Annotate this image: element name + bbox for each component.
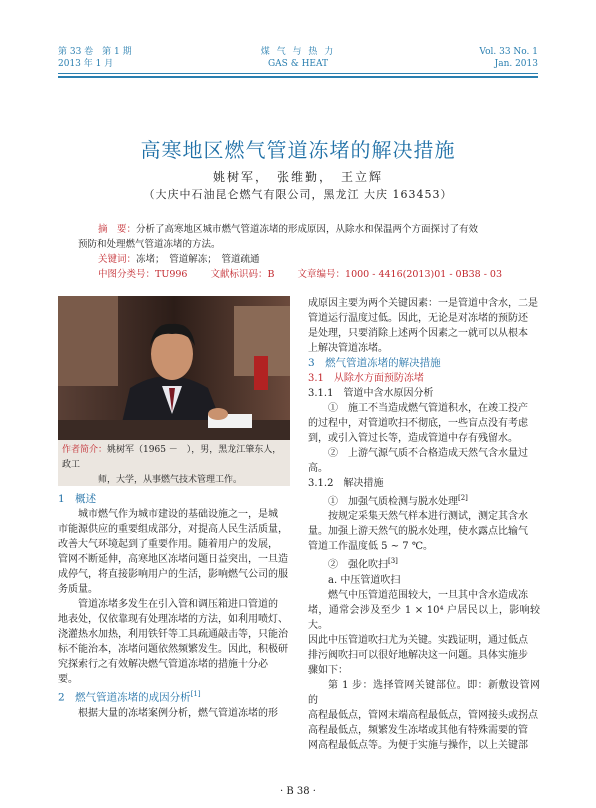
author-bio-label: 作者简介：	[62, 445, 108, 455]
clc-number: 中图分类号：TU996	[98, 269, 188, 280]
left-column	[58, 492, 290, 721]
journal-name: 煤 气 与 热 力 GAS & HEAT	[260, 47, 336, 69]
abstract-text-cont: 预防和处理燃气管道冻堵的方法。	[78, 239, 221, 250]
keywords-label: 关键词：	[98, 254, 137, 265]
author-bio-caption	[58, 440, 290, 486]
paragraph: 按规定采集天然气样本进行测试，测定其含水	[328, 511, 528, 523]
authors: 姚树军， 张维勤， 王立辉	[212, 170, 383, 184]
paragraph-line: 到，或引入管过长等，造成管道中存有残留水。	[308, 433, 518, 444]
author-bio-text: 姚树军（1965 － ），男，黑龙江肇东人，政工	[62, 445, 282, 470]
right-column	[308, 296, 540, 753]
header-rule	[58, 73, 538, 74]
document-code: 文献标识码：B	[210, 269, 275, 280]
paragraph-line: 上解决管道冻堵。	[308, 343, 388, 354]
section-3-heading: 3 燃气管道冻堵的解决措施	[308, 357, 441, 369]
journal-issue: Vol. 33 No. 1 Jan. 2013	[479, 47, 538, 69]
measure-1: ① 加强气质检测与脱水处理[2]	[328, 494, 468, 508]
paragraph: ① 施工不当造成燃气管道积水，在竣工投产	[328, 403, 528, 414]
paragraph-line: 网高程最低点等。为便于实施与操作，以上关键部	[308, 739, 528, 751]
article-number: 文章编号：1000 - 4416(2013)01 - 0B38 - 03	[297, 269, 503, 280]
paragraph-line: 管道工作温度低 5 ~ 7 ℃。	[308, 541, 434, 553]
author-bio-text-cont: 师，大学，从事燃气技术管理工作。	[98, 475, 243, 485]
paragraph-line: 管道运行温度过低。因此，无论是对冻堵的预防还	[308, 313, 528, 324]
paragraph-line: 地表处，仅依靠现有处理冻堵的方法，如利用喷灯、	[58, 614, 288, 625]
paragraph-line: 高程最低点，管网末端高程最低点，管网接头或拐点	[308, 709, 538, 721]
article-title: 高寒地区燃气管道冻堵的解决措施	[140, 138, 456, 162]
paragraph: 燃气中压管道范围较大，一旦其中含水造成冻	[328, 589, 528, 601]
paragraph-line: 要。	[58, 674, 78, 685]
author-photo	[58, 296, 290, 440]
affiliation: （大庆中石油昆仑燃气有限公司，黑龙江 大庆 163453）	[143, 188, 453, 201]
paragraph: ② 上游气源气质不合格造成天然气含水量过	[328, 448, 528, 459]
paragraph: 根据大量的冻堵案例分析，燃气管道冻堵的形	[78, 707, 278, 719]
paragraph-line: 因此中压管道吹扫尤为关键。实践证明，通过低点	[308, 634, 528, 646]
paragraph-line: 排污阀吹扫可以很好地解决这一问题。具体实施步	[308, 649, 528, 661]
abstract-text: 分析了高寒地区城市燃气管道冻堵的形成原因，从除水和保温两个方面探讨了有效	[136, 224, 479, 235]
journal-volume: 第 33 卷 第 1 期 2013 年 1 月	[58, 47, 132, 69]
classification-line	[98, 266, 538, 280]
abstract-label: 摘 要：	[98, 224, 137, 235]
paragraph-line: 务质量。	[58, 584, 98, 595]
citation-ref[interactable]: [2]	[458, 494, 468, 502]
paragraph-line: 的过程中，对管道吹扫不彻底，一些盲点没有考虑	[308, 418, 528, 429]
citation-ref[interactable]: [3]	[388, 557, 398, 566]
citation-ref[interactable]: [1]	[190, 690, 201, 698]
section-3-1-heading: 3.1 从除水方面预防冻堵	[308, 373, 424, 384]
header-rule-2	[58, 76, 538, 78]
measure-2: ② 强化吹扫[3]	[328, 557, 398, 571]
paragraph-line: 是处理，只要消除上述两个因素之一就可以从根本	[308, 328, 528, 339]
paragraph-line: 标不能治本，冻堵问题依然频繁发生。因此，积极研	[58, 644, 288, 655]
section-1-heading: 1 概述	[58, 493, 97, 505]
paragraph-line: 改善大气环境起到了重要作用。随着用户的发展，	[58, 539, 278, 550]
section-3-1-1-heading: 3.1.1 管道中含水原因分析	[308, 388, 434, 399]
section-3-1-2-heading: 3.1.2 解决措施	[308, 478, 384, 489]
paragraph-line: 高。	[308, 463, 328, 474]
paragraph-line: 成原因主要为两个关键因素：一是管道中含水，二是	[308, 298, 538, 309]
paragraph-line: 堵，通常会涉及至少 1 × 10⁴ 户居民以上，影响较大。	[308, 604, 540, 631]
paragraph-line: 高程最低点，频繁发生冻堵或其他有特殊需要的管	[308, 724, 528, 736]
paragraph: 城市燃气作为城市建设的基础设施之一，是城	[78, 509, 278, 520]
paragraph: 第 1 步：选择管网关键部位。即：新敷设管网的	[308, 679, 540, 706]
paragraph-line: 骤如下：	[308, 664, 348, 676]
section-2-heading: 2 燃气管道冻堵的成因分析[1]	[58, 690, 201, 704]
paragraph-line: 成停气，将直接影响用户的生活，影响燃气公司的服	[58, 569, 288, 580]
page-number: · B 38 ·	[280, 786, 316, 797]
measure-2a: a. 中压管道吹扫	[328, 574, 401, 586]
paragraph-line: 市能源供应的重要组成部分，对提高人民生活质量，	[58, 524, 288, 535]
keywords: 冻堵； 管道解冻； 管道疏通	[136, 254, 260, 265]
abstract	[78, 222, 530, 267]
paragraph-line: 管网不断延伸，高寒地区冻堵问题日益突出，一旦造	[58, 554, 288, 565]
paragraph-line: 浇灌热水加热，利用铁钎等工具疏通敲击等，只能治	[58, 629, 288, 640]
paragraph-line: 量。加强上游天然气的脱水处理，使水露点比输气	[308, 526, 528, 538]
paragraph-line: 究探索行之有效解决燃气管道冻堵的措施十分必	[58, 659, 268, 670]
paragraph: 管道冻堵多发生在引入管和调压箱进口管道的	[78, 599, 278, 610]
